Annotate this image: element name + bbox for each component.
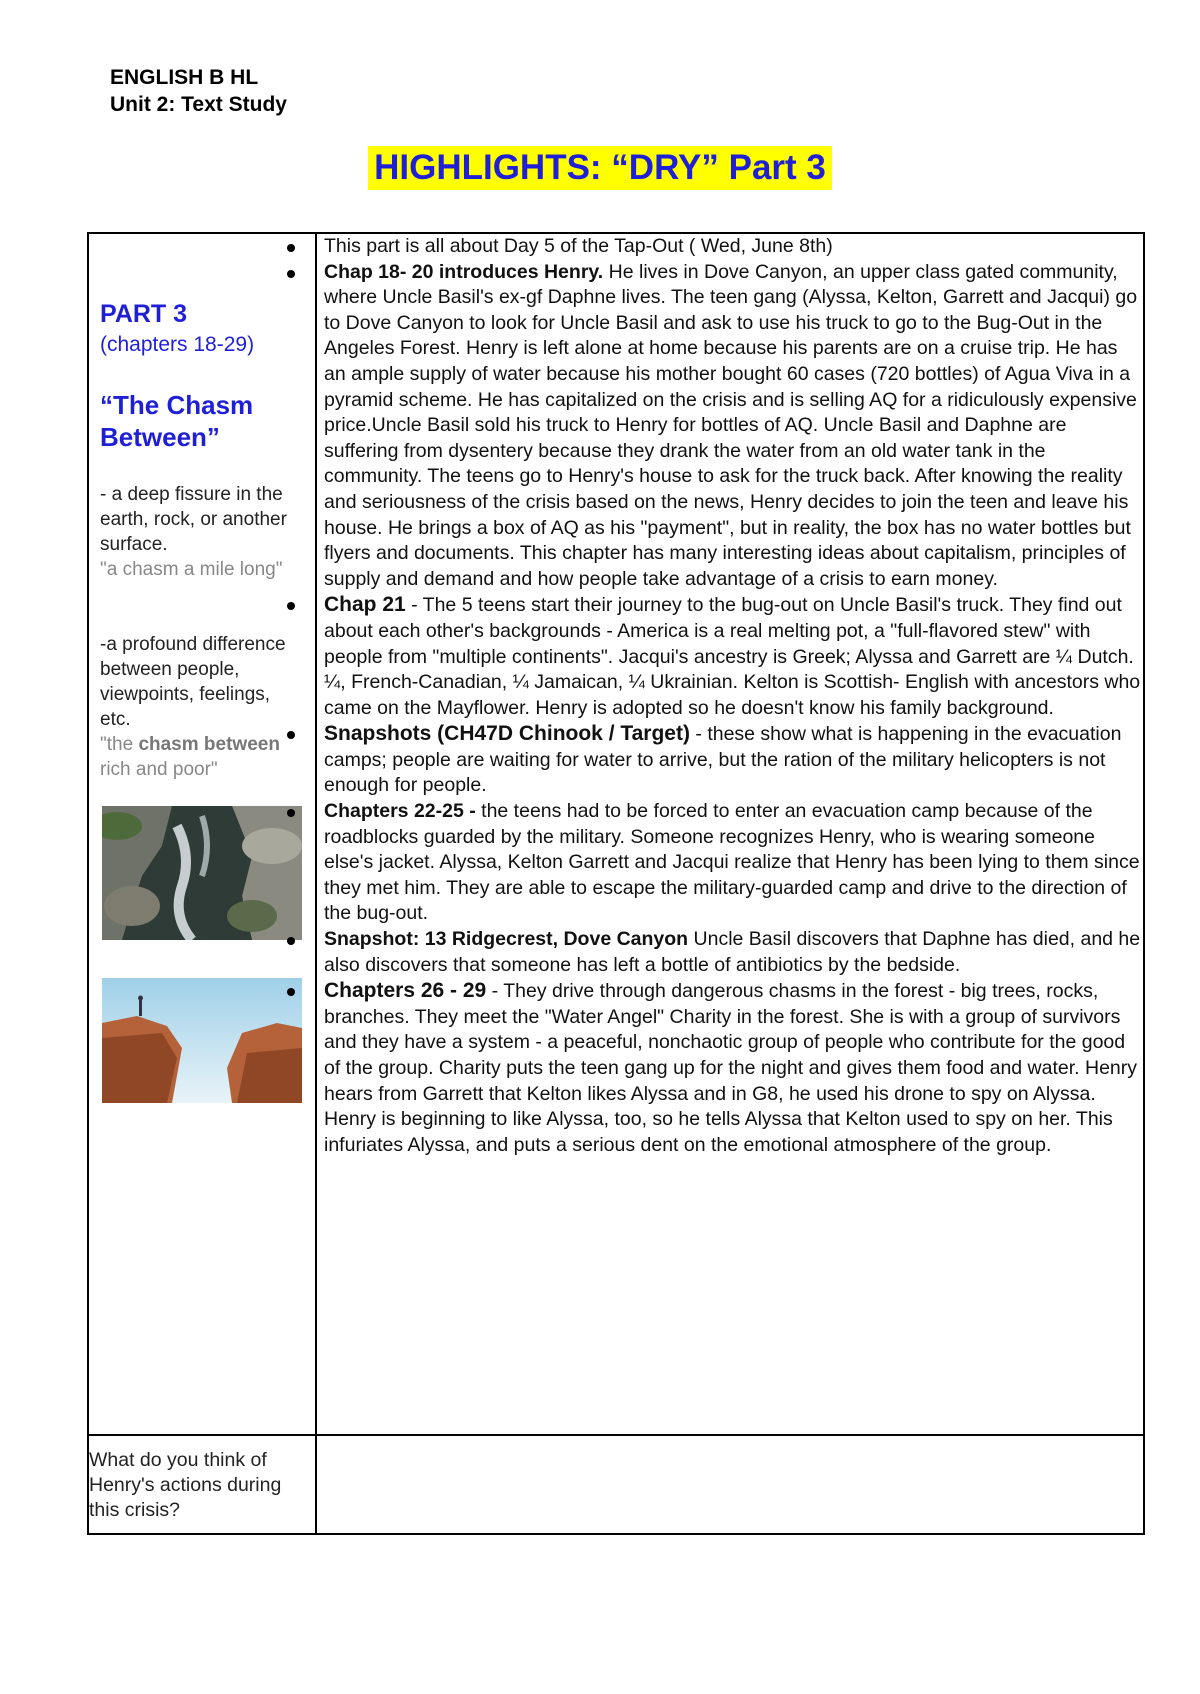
list-item: This part is all about Day 5 of the Tap-Out ( Wed, June 8th) xyxy=(17,234,1143,260)
highlights-list xyxy=(317,234,1143,1158)
bullet-icon xyxy=(287,244,295,252)
part-label: PART 3 xyxy=(100,300,188,328)
list-item: Chapters 22-25 - the teens had to be forced to enter an evacuation camp because of the roadblocks guarded by the military. Someone recognizes Henry, who is wearing someone else's jacket. Alyssa, Kelton Garrett and Jacqui realize that Henry has been lying to them since they met him. They are able to escape the military-guarded camp and drive to the direction of the bug-out. xyxy=(17,799,1143,927)
example-1: "a chasm a mile long" xyxy=(100,559,283,580)
answer-text[interactable] xyxy=(317,1436,1143,1516)
section-heading: “The Chasm Between” xyxy=(100,390,254,452)
chapters-range: (chapters 18-29) xyxy=(100,333,255,356)
highlights-table xyxy=(87,232,1145,1535)
bullet-icon xyxy=(287,809,295,817)
question-row xyxy=(88,1435,1144,1534)
content-row xyxy=(88,233,1144,1435)
definition-2-text: -a profound difference between people, viewpoints, feelings, etc. xyxy=(100,634,286,730)
definition-1-text: - a deep fissure in the earth, rock, or another surface. xyxy=(100,484,287,555)
list-item: Snapshots (CH47D Chinook / Target) - these show what is happening in the evacuation camps; people are waiting for water to arrive, but the ration of the military helicopters is not enough for people. xyxy=(17,721,1143,799)
list-item: Snapshot: 13 Ridgecrest, Dove Canyon Uncle Basil discovers that Daphne has died, and he also discovers that someone has left a bottle of antibiotics by the bedside. xyxy=(17,927,1143,978)
question-text: What do you think of Henry's actions during this crisis? xyxy=(89,1449,282,1521)
example-2: "the chasm between rich and poor" xyxy=(100,734,280,780)
unit-label: Unit 2: Text Study xyxy=(110,93,287,116)
title-wrap xyxy=(0,146,1200,190)
document-header xyxy=(110,64,287,118)
question-cell xyxy=(88,1435,316,1534)
bullet-icon xyxy=(287,602,295,610)
page-title: HIGHLIGHTS: “DRY” Part 3 xyxy=(368,146,832,190)
answer-cell[interactable] xyxy=(316,1435,1144,1534)
bullet-icon xyxy=(287,937,295,945)
bullet-icon xyxy=(287,988,295,996)
list-item: Chapters 26 - 29 - They drive through dangerous chasms in the forest - big trees, rocks, branches. They meet the "Water Angel" Charity in the forest. She is with a group of survivors and they have a system - a peaceful, nonchaotic group of people who contribute for the good of the group. Charity puts the teen gang up for the night and gives them food and water. Henry hears from Garrett that Kelton likes Alyssa and in G8, he used his drone to spy on Alyssa. Henry is beginning to like Alyssa, too, so he tells Alyssa that Kelton used to spy on her. This infuriates Alyssa, and puts a serious dent on the emotional atmosphere of the group. xyxy=(17,978,1143,1158)
bullet-icon xyxy=(287,731,295,739)
list-item: Chap 21 - The 5 teens start their journey to the bug-out on Uncle Basil's truck. They find out about each other's backgrounds - America is a real melting pot, a "full-flavored stew" with people from "multiple continents". Jacqui's ancestry is Greek; Alyssa and Garrett are ¼ Dutch. ¼, French-Canadian, ¼ Jamaican, ¼ Ukrainian. Kelton is Scottish- English with ancestors who came on the Mayflower. Henry is adopted so he doesn't know his family background. xyxy=(17,592,1143,721)
course-label: ENGLISH B HL xyxy=(110,66,259,89)
list-item: Chap 18- 20 introduces Henry. He lives in Dove Canyon, an upper class gated community, where Uncle Basil's ex-gf Daphne lives. The teen gang (Alyssa, Kelton, Garrett and Jacqui) go to Dove Canyon to look for Uncle Basil and ask to use his truck to go to the Bug-Out in the Angeles Forest. Henry is left alone at home because his parents are on a cruise trip. He has an ample supply of water because his mother bought 60 cases (720 bottles) of Agua Viva in a pyramid scheme. He has capitalized on the crisis and is selling AQ for a ridiculously expensive price.Uncle Basil sold his truck to Henry for bottles of AQ. Uncle Basil and Daphne are suffering from dysentery because they drank the water from an old water tank in the community. The teens go to Henry's house to ask for the truck back. After knowing the reality and seriousness of the crisis based on the news, Henry decides to join the teen and leave his house. He brings a box of AQ as his "payment", but in reality, the box has no water bottles but flyers and documents. This chapter has many interesting ideas about capitalism, principles of supply and demand and how people take advantage of a crisis to earn money. xyxy=(17,260,1143,593)
right-cell xyxy=(316,233,1144,1435)
bullet-icon xyxy=(287,270,295,278)
